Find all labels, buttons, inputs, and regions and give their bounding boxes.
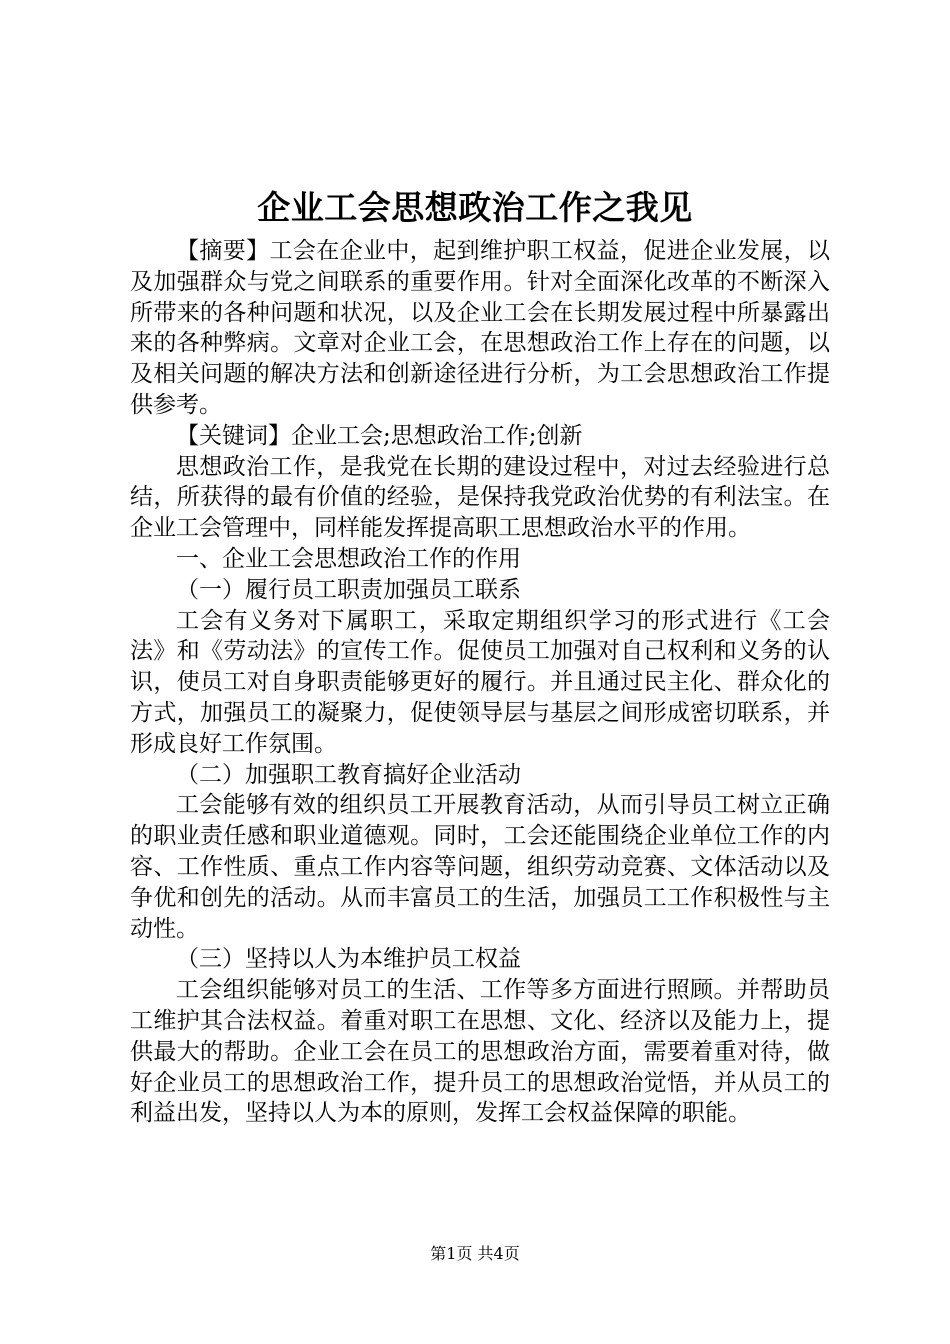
page-number-footer: 第1页 共4页 [430, 1244, 520, 1263]
document-body [130, 236, 830, 1129]
subsection-heading: （一）履行员工职责加强员工联系 [176, 576, 521, 603]
section-heading: 一、企业工会思想政治工作的作用 [176, 545, 521, 572]
body-paragraph: 工会组织能够对员工的生活、工作等多方面进行照顾。并帮助员工维护其合法权益。着重对职工在思想、文化、经济以及能力上，提供最大的帮助。企业工会在员工的思想政治方面，需要着重对待，做好企业员工的思想政治工作，提升员工的思想政治觉悟，并从员工的利益出发，坚持以人为本的原则，发挥工会权益保障的职能。 [130, 977, 830, 1127]
intro-paragraph: 思想政治工作，是我党在长期的建设过程中，对过去经验进行总结，所获得的最有价值的经验，是保持我党政治优势的有利法宝。在企业工会管理中，同样能发挥提高职工思想政治水平的作用。 [130, 453, 830, 542]
abstract-paragraph: 【摘要】工会在企业中，起到维护职工权益，促进企业发展，以及加强群众与党之间联系的重要作用。针对全面深化改革的不断深入所带来的各种问题和状况，以及企业工会在长期发展过程中所暴露出来的各种弊病。文章对企业工会，在思想政治工作上存在的问题，以及相关问题的解决方法和创新途径进行分析，为工会思想政治工作提供参考。 [130, 238, 830, 418]
keywords-paragraph: 【关键词】企业工会;思想政治工作;创新 [176, 422, 583, 449]
subsection-heading: （二）加强职工教育搞好企业活动 [176, 761, 521, 788]
subsection-heading: （三）坚持以人为本维护员工权益 [176, 946, 521, 973]
body-paragraph: 工会有义务对下属职工，采取定期组织学习的形式进行《工会法》和《劳动法》的宣传工作。促使员工加强对自己权利和义务的认识，使员工对自身职责能够更好的履行。并且通过民主化、群众化的方式，加强员工的凝聚力，促使领导层与基层之间形成密切联系，并形成良好工作氛围。 [130, 607, 830, 757]
document-title: 企业工会思想政治工作之我见 [257, 188, 693, 227]
body-paragraph: 工会能够有效的组织员工开展教育活动，从而引导员工树立正确的职业责任感和职业道德观。同时，工会还能围绕企业单位工作的内容、工作性质、重点工作内容等问题，组织劳动竞赛、文体活动以及争优和创先的活动。从而丰富员工的生活，加强员工工作积极性与主动性。 [130, 792, 830, 942]
